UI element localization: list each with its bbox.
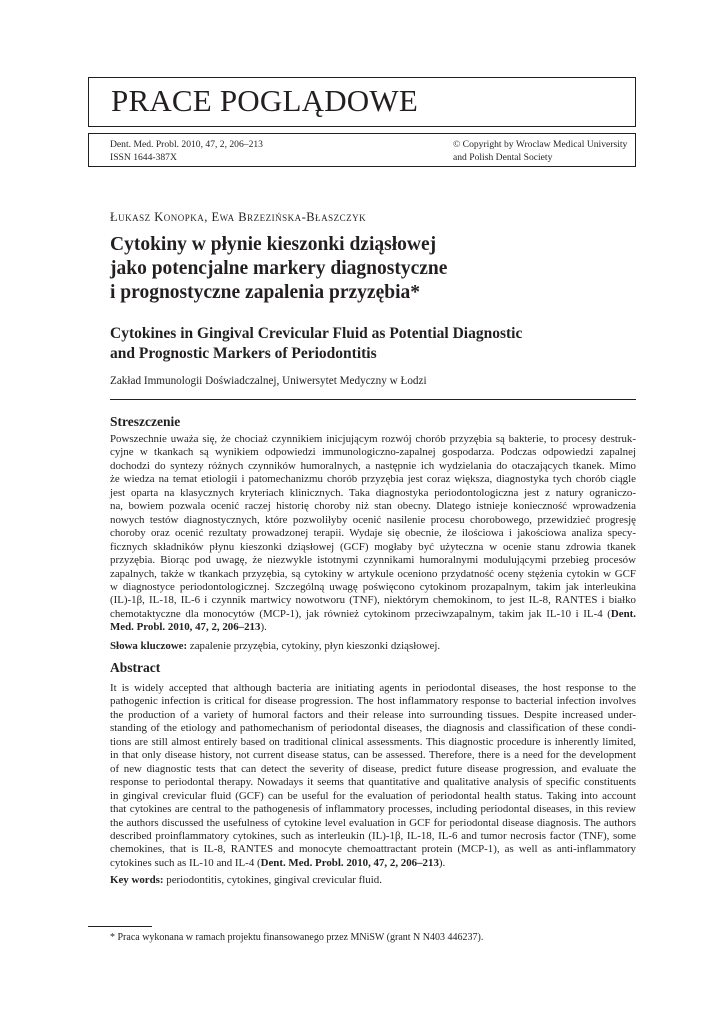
citation-bold: Med. Probl. 2010, 47, 2, 206–213: [110, 621, 261, 634]
text-line: Powszechnie uważa się, że chociaż czynnikiem inicjującym rozwój chorób przyzębia są bakterie, to procesy destruk-: [110, 433, 636, 445]
citation-bold: Dent.: [610, 607, 636, 620]
text-fragment: ).: [260, 621, 267, 634]
text-line: cyjne w tkankach są wynikiem odpowiedzi immunologiczno-zapalnej gospodarza. Podczas odpowiedzi zapalnej: [110, 446, 636, 459]
text-line-last: [110, 857, 636, 870]
text-line: It is widely accepted that although bacteria are initiating agents in periodontal diseases, the host response to the: [110, 682, 636, 694]
journal-citation: Dent. Med. Probl. 2010, 47, 2, 206–213: [110, 139, 263, 150]
affiliation: Zakład Immunologii Doświadczalnej, Uniwersytet Medyczny w Łodzi: [110, 375, 427, 387]
title-english-line: Cytokines in Gingival Crevicular Fluid as Potential Diagnostic: [110, 325, 523, 342]
text-line: response to periodontal therapy. Nowadays it seems that quantitative and qualitative analysis of specific constituents: [110, 776, 636, 789]
abstract-body: [110, 682, 636, 870]
citation-bold: Dent. Med. Probl. 2010, 47, 2, 206–213: [260, 856, 439, 869]
footnote-divider: [88, 926, 152, 927]
text-line: in that only disease history, not current disease status, can be assessed. Therefore, there is a need for the development: [110, 749, 636, 762]
text-line: na, bowiem pozwala ocenić raczej historię choroby niż stan obecny. Dlatego istnieje konieczność wprowadzenia: [110, 500, 636, 513]
text-line: the production of a variety of humoral factors and their release into surrounding tissues. Despite increased under-: [110, 708, 636, 721]
text-line: w diagnostyce periodontologicznej. Szczególną uwagę poświęcono cytokinom prozapalnym, takim jak interleukina: [110, 580, 636, 593]
streszczenie-body: [110, 433, 636, 635]
text-line: pathogenic infection is critical for disease progression. The host inflammatory response to bacterial infection involves: [110, 695, 636, 708]
keywords-text: periodontitis, cytokines, gingival crevicular fluid.: [163, 874, 382, 886]
text-line: że wiedza na temat etiologii i patomechanizmu chorób przyzębia jest coraz większa, diagnostyka tych chorób ciągle: [110, 473, 636, 486]
journal-meta-box: [88, 133, 636, 167]
keywords-en: [110, 874, 382, 886]
keywords-pl: [110, 640, 440, 652]
keywords-label: Key words:: [110, 874, 164, 886]
copyright-line-2: and Polish Dental Society: [453, 152, 553, 163]
text-line: that cytokines are central to the pathogenesis of inflammatory processes, including periodontal diseases, in this review: [110, 803, 636, 816]
title-polish-line: Cytokiny w płynie kieszonki dziąsłowej: [110, 234, 437, 255]
text-line: nowych testów diagnostycznych, które pozwoliłyby ocenić nasilenie procesu chorobowego, przewidzieć progresję: [110, 513, 636, 526]
keywords-label: Słowa kluczowe:: [110, 640, 188, 652]
title-polish: [110, 233, 630, 305]
title-english-line: and Prognostic Markers of Periodontitis: [110, 345, 377, 362]
title-polish-line: jako potencjalne markery diagnostyczne: [110, 258, 448, 279]
text-line-last: [110, 621, 636, 634]
text-line-with-citation: [110, 608, 636, 621]
citation-info: [110, 138, 263, 164]
text-line: the authors discussed the usefulness of cytokine level evaluation in GCF for periodontal disease diagnosis. The authors: [110, 816, 636, 829]
text-line: zapalnych, także w tkankach przyzębia, są cytokiny w artykule oceniono przydatność oceny stężenia cytokin w GCF: [110, 567, 636, 580]
text-fragment: ).: [438, 856, 446, 869]
section-banner: [88, 77, 636, 127]
text-line: of new diagnostic tests that can detect the severity of disease, predict future disease progression, and evaluate the: [110, 762, 636, 775]
text-line: przyzębia. Biorąc pod uwagę, że niezwykle istotnymi czynnikami humoralnymi modulującymi przebieg procesów: [110, 554, 636, 567]
copyright-info: [453, 138, 627, 164]
section-title: PRACE POGLĄDOWE: [111, 83, 418, 118]
abstract-heading: Abstract: [110, 660, 161, 675]
text-line: choroby oraz ocenić rezultaty prowadzonej terapii. Wydaje się obecnie, że ilościowa i jakościowa analiza specy-: [110, 527, 636, 540]
text-line: in gingival crevicular fluid (GCF) can be useful for the evaluation of periodontal health status. Taking into account: [110, 789, 636, 802]
footnote: * Praca wykonana w ramach projektu finansowanego przez MNiSW (grant N N403 446237).: [110, 932, 484, 943]
text-line: described proinflammatory cytokines, such as interleukin (IL)-1β, IL-18, IL-6 and tumor necrosis factor (TNF), some: [110, 829, 636, 842]
authors: Łukasz Konopka, Ewa Brzezińska-Błaszczyk: [110, 210, 367, 224]
text-fragment: chemotaktyczne dla monocytów (MCP-1), jak również cytokinom przeciwzapalnym, takim jak IL-10 i IL-4 (: [110, 607, 611, 620]
text-line: tions are still almost entirely based on traditional clinical assessments. This diagnostic procedure is inherently limited,: [110, 735, 636, 748]
text-fragment: cytokines such as IL-10 and IL-4 (: [110, 856, 261, 869]
copyright-line-1: © Copyright by Wroclaw Medical University: [453, 139, 628, 150]
text-line: ficznych składników płynu kieszonki dziąsłowej (GCF) mogłaby być użyteczna w ocenie stanu zdrowia tkanek: [110, 540, 636, 553]
title-polish-line: i prognostyczne zapalenia przyzębia*: [110, 282, 420, 303]
text-line: dochodzi do syntezy różnych czynników humoralnych, a następnie ich wydzielania do otaczających tkanek. Mimo: [110, 459, 636, 472]
journal-issn: ISSN 1644-387X: [110, 152, 177, 163]
text-line: jest oparta na klasycznych kryteriach klinicznych. Taka diagnostyka periodontologiczna jest z natury ograniczo-: [110, 486, 636, 499]
header-divider: [110, 399, 636, 400]
title-english: [110, 324, 630, 364]
text-line: standing of the etiology and pathomechanism of periodontal diseases, the diagnosis and classification of these condi-: [110, 722, 636, 735]
keywords-text: zapalenie przyzębia, cytokiny, płyn kieszonki dziąsłowej.: [187, 640, 441, 652]
text-line: (IL)-1β, IL-18, IL-6 i czynnik martwicy nowotworu (TNF), niektórym chemokinom, to jest IL-8, RANTES i białko: [110, 594, 636, 607]
text-line: chemokines, that is IL-8, RANTES and monocyte chemoattractant protein (MCP-1), as well as anti-inflammatory: [110, 843, 636, 856]
streszczenie-heading: Streszczenie: [110, 414, 181, 429]
